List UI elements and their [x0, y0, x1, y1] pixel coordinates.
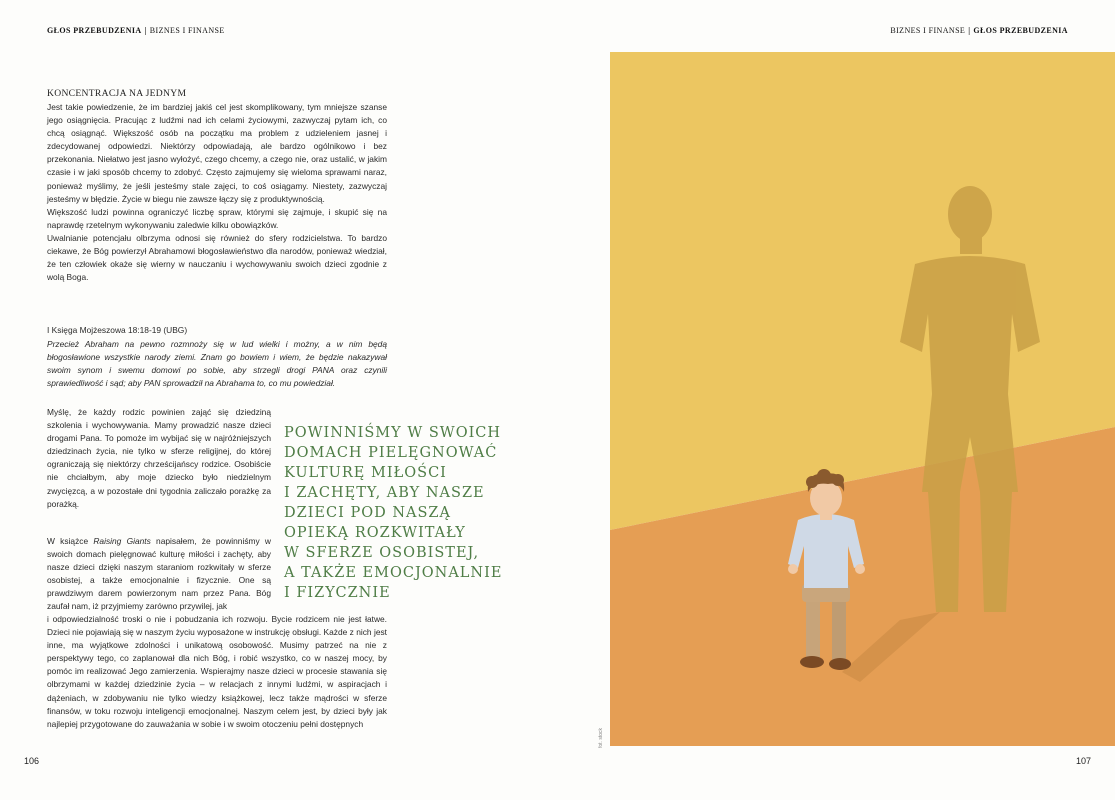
pull-quote-line: I FIZYCZNIE [284, 585, 391, 601]
body-text-narrow: Myślę, że każdy rodzic powinien zająć się dziedziną szkolenia i wychowywania. Mamy prowadzić nasze dzieci drogami Pana. To pomoże im wybijać się w najróżniejszych dziedzinach życia, nie tylko w sferze religijnej, do której ograniczają się niektórzy chrześcijańscy rodzice. Osobiście nie chciałbym, aby moje dziecko było niedzielnym zwycięzcą, a w pozostałe dni tygodnia zaliczało porażkę za porażką. [47, 407, 271, 509]
pull-quote [284, 423, 514, 603]
pull-quote-line: A TAKŻE EMOCJONALNIE [284, 565, 503, 581]
body-text-top [47, 101, 387, 284]
book-title: Raising Giants [93, 536, 151, 546]
paragraph: Większość ludzi powinna ograniczyć liczbę spraw, którymi się zajmuje, i skupić się na naprawdę rzetelnym wykonywaniu zaledwie kilku obowiązków. [47, 206, 387, 230]
text-run: napisałem, że powinniśmy w swoich domach pielęgnować kulturę miłości i zachęty, aby nasze dzieci dzięki naszym staraniom rozkwitały w sferze osobistej, a także emocjonalnie i fizycznie. One są prawdziwym darem powierzonym nam przez Pana. Bóg zaufał nam, iż przyjmiemy zarówno przywilej, jak [47, 536, 271, 612]
photo-illustration [610, 52, 1115, 746]
paragraph: Jest takie powiedzenie, że im bardziej jakiś cel jest skomplikowany, tym mniejsze szanse jego osiągnięcia. Pracując z ludźmi nad ich celami życiowymi, zazwyczaj pytam ich, co chcą osiągnąć. Większość osób na początku ma problem z udzieleniem jasnej i zdecydowanej odpowiedzi. Niektórzy odpowiadają, ale bardzo ogólnikowo i bez przekonania. Niełatwo jest jasno wyłożyć, czego chcemy, a czego nie, oraz ustalić, w jakim czasie i w jaki sposób chcemy to zdobyć. Często zajmujemy się wieloma sprawami naraz, ponieważ myślimy, że jeśli jesteśmy stale zajęci, to coś osiągamy. Niestety, zazwyczaj jesteśmy w błędzie. Życie w biegu nie zawsze łączy się z produktywnością. [47, 102, 387, 204]
separator: | [968, 26, 971, 35]
pull-quote-line: DZIECI POD NASZĄ [284, 505, 451, 521]
bible-quote: Przecież Abraham na pewno rozmnoży się w lud wielki i możny, a w nim będą błogosławione wszystkie narody ziemi. Znam go bowiem i wiem, że będzie nakazywał swoim synom i swemu domowi po sobie, aby strzegli drogi PANA oraz czynili sprawiedliwość i sąd; aby PAN sprowadził na Abrahama to, co mu powiedział. [47, 339, 387, 389]
pull-quote-line: DOMACH PIELĘGNOWAĆ [284, 445, 498, 461]
running-head-left [47, 26, 225, 35]
section-title: BIZNES I FINANSE [149, 26, 225, 35]
pull-quote-line: W SFERZE OSOBISTEJ, [284, 545, 480, 561]
magazine-title: GŁOS PRZEBUDZENIA [973, 26, 1068, 35]
photo-credit: fot. stock [598, 727, 604, 748]
pull-quote-line: I ZACHĘTY, ABY NASZE [284, 485, 485, 501]
pull-quote-line: KULTURĘ MIŁOŚCI [284, 465, 447, 481]
section-heading: KONCENTRACJA NA JEDNYM [47, 88, 187, 99]
text-run: W książce [47, 536, 94, 546]
running-head-right [890, 26, 1068, 35]
body-text-narrow-2 [47, 535, 271, 614]
paragraph: Uwalnianie potencjału olbrzyma odnosi się również do sfery rodzicielstwa. To bardzo ciekawe, że Bóg powierzył Abrahamowi błogosławieństwo dla narodów, ponieważ wiedział, że ten człowiek okaże się wierny w nauczaniu i wychowywaniu swoich dzieci zgodnie z wolą Boga. [47, 232, 387, 283]
boy-giant-shadow-photo [610, 52, 1115, 746]
magazine-title: GŁOS PRZEBUDZENIA [47, 26, 142, 35]
separator: | [144, 26, 147, 35]
bible-reference: I Księga Mojżeszowa 18:18-19 (UBG) [47, 325, 188, 335]
page-number-right: 107 [1075, 756, 1091, 766]
page-number-left: 106 [24, 756, 40, 766]
pull-quote-line: POWINNIŚMY W SWOICH [284, 425, 502, 441]
body-text-bottom: i odpowiedzialność troski o nie i pobudzania ich rozwoju. Bycie rodzicem nie jest łatwe. Dzieci nie pojawiają się w naszym życiu wyposażone w instrukcję obsługi. Każde z nich jest inne, ma wyjątkowe zdolności i unikatową osobowość. Musimy patrzeć na nie z perspektywy tego, co zaplanował dla nich Bóg, i robić wszystko, co w naszej mocy, by pomóc im realizować Jego zamierzenia. Wspierajmy nasze dzieci w procesie stawania się olbrzymami w każdej dziedzinie życia – w relacjach z innymi ludźmi, w aspiracjach i dążeniach, w zdobywaniu nie tylko wiedzy książkowej, lecz także mądrości w sferze finansów, w toku rozwoju inteligencji emocjonalnej. Naszym celem jest, by dzieci były jak najlepiej przygotowane do zauważania w sobie i w swoim otoczeniu pełni dostępnych [47, 614, 387, 729]
pull-quote-line: OPIEKĄ ROZKWITAŁY [284, 525, 466, 541]
section-title: BIZNES I FINANSE [890, 26, 966, 35]
